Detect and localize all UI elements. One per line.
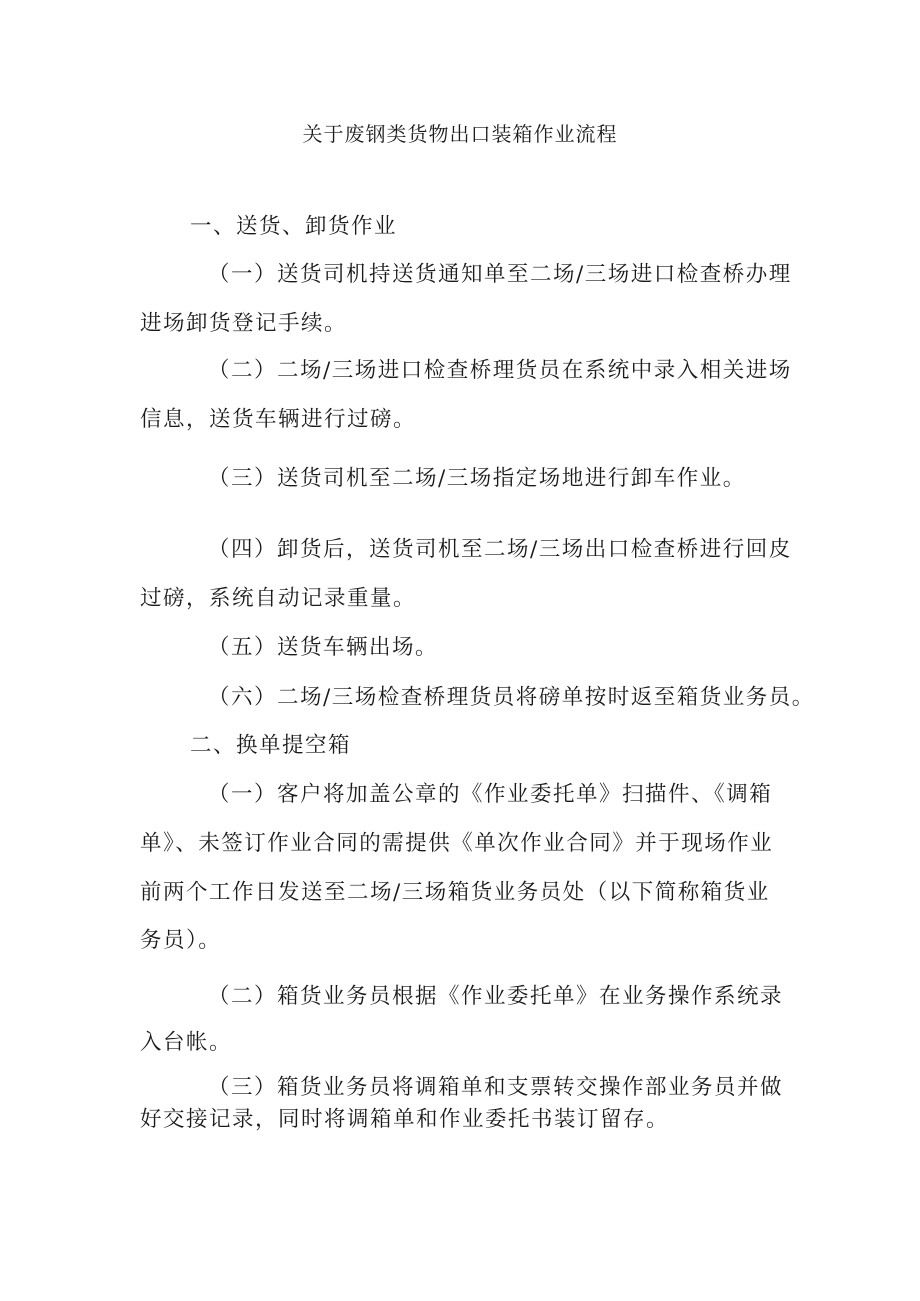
paragraph-line: 务员）。	[140, 928, 222, 953]
paragraph-line: （四）卸货后，送货司机至二场/三场出口检查桥进行回皮	[208, 537, 792, 562]
paragraph-line: （二）箱货业务员根据《作业委托单》在业务操作系统录	[208, 984, 784, 1009]
paragraph-line: （二）二场/三场进口检查桥理货员在系统中录入相关进场	[208, 358, 792, 383]
paragraph-line: （三）箱货业务员将调箱单和支票转交操作部业务员并做	[208, 1075, 784, 1100]
paragraph-line: 进场卸货登记手续。	[140, 311, 348, 336]
section-heading: 二、换单提空箱	[190, 733, 352, 758]
paragraph-line: 前两个工作日发送至二场/三场箱货业务员处（以下简称箱货业	[140, 880, 770, 905]
paragraph-line: 好交接记录，同时将调箱单和作业委托书装订留存。	[140, 1107, 670, 1132]
paragraph-line: 单》、未签订作业合同的需提供《单次作业合同》并于现场作业	[140, 831, 774, 856]
paragraph-line: （一）客户将加盖公章的《作业委托单》扫描件、《调箱	[208, 782, 773, 807]
paragraph-line: （六）二场/三场检查桥理货员将磅单按时返至箱货业务员。	[208, 685, 815, 710]
paragraph-line: 过磅，系统自动记录重量。	[140, 586, 417, 611]
document-title: 关于废钢类货物出口装箱作业流程	[302, 122, 618, 146]
section-heading: 一、送货、卸货作业	[190, 214, 398, 239]
paragraph-line: 信息，送货车辆进行过磅。	[140, 407, 417, 432]
paragraph-line: （三）送货司机至二场/三场指定场地进行卸车作业。	[208, 466, 746, 491]
paragraph-line: （一）送货司机持送货通知单至二场/三场进口检查桥办理	[208, 262, 792, 287]
paragraph-line: 入台帐。	[140, 1030, 233, 1055]
paragraph-line: （五）送货车辆出场。	[208, 635, 439, 660]
